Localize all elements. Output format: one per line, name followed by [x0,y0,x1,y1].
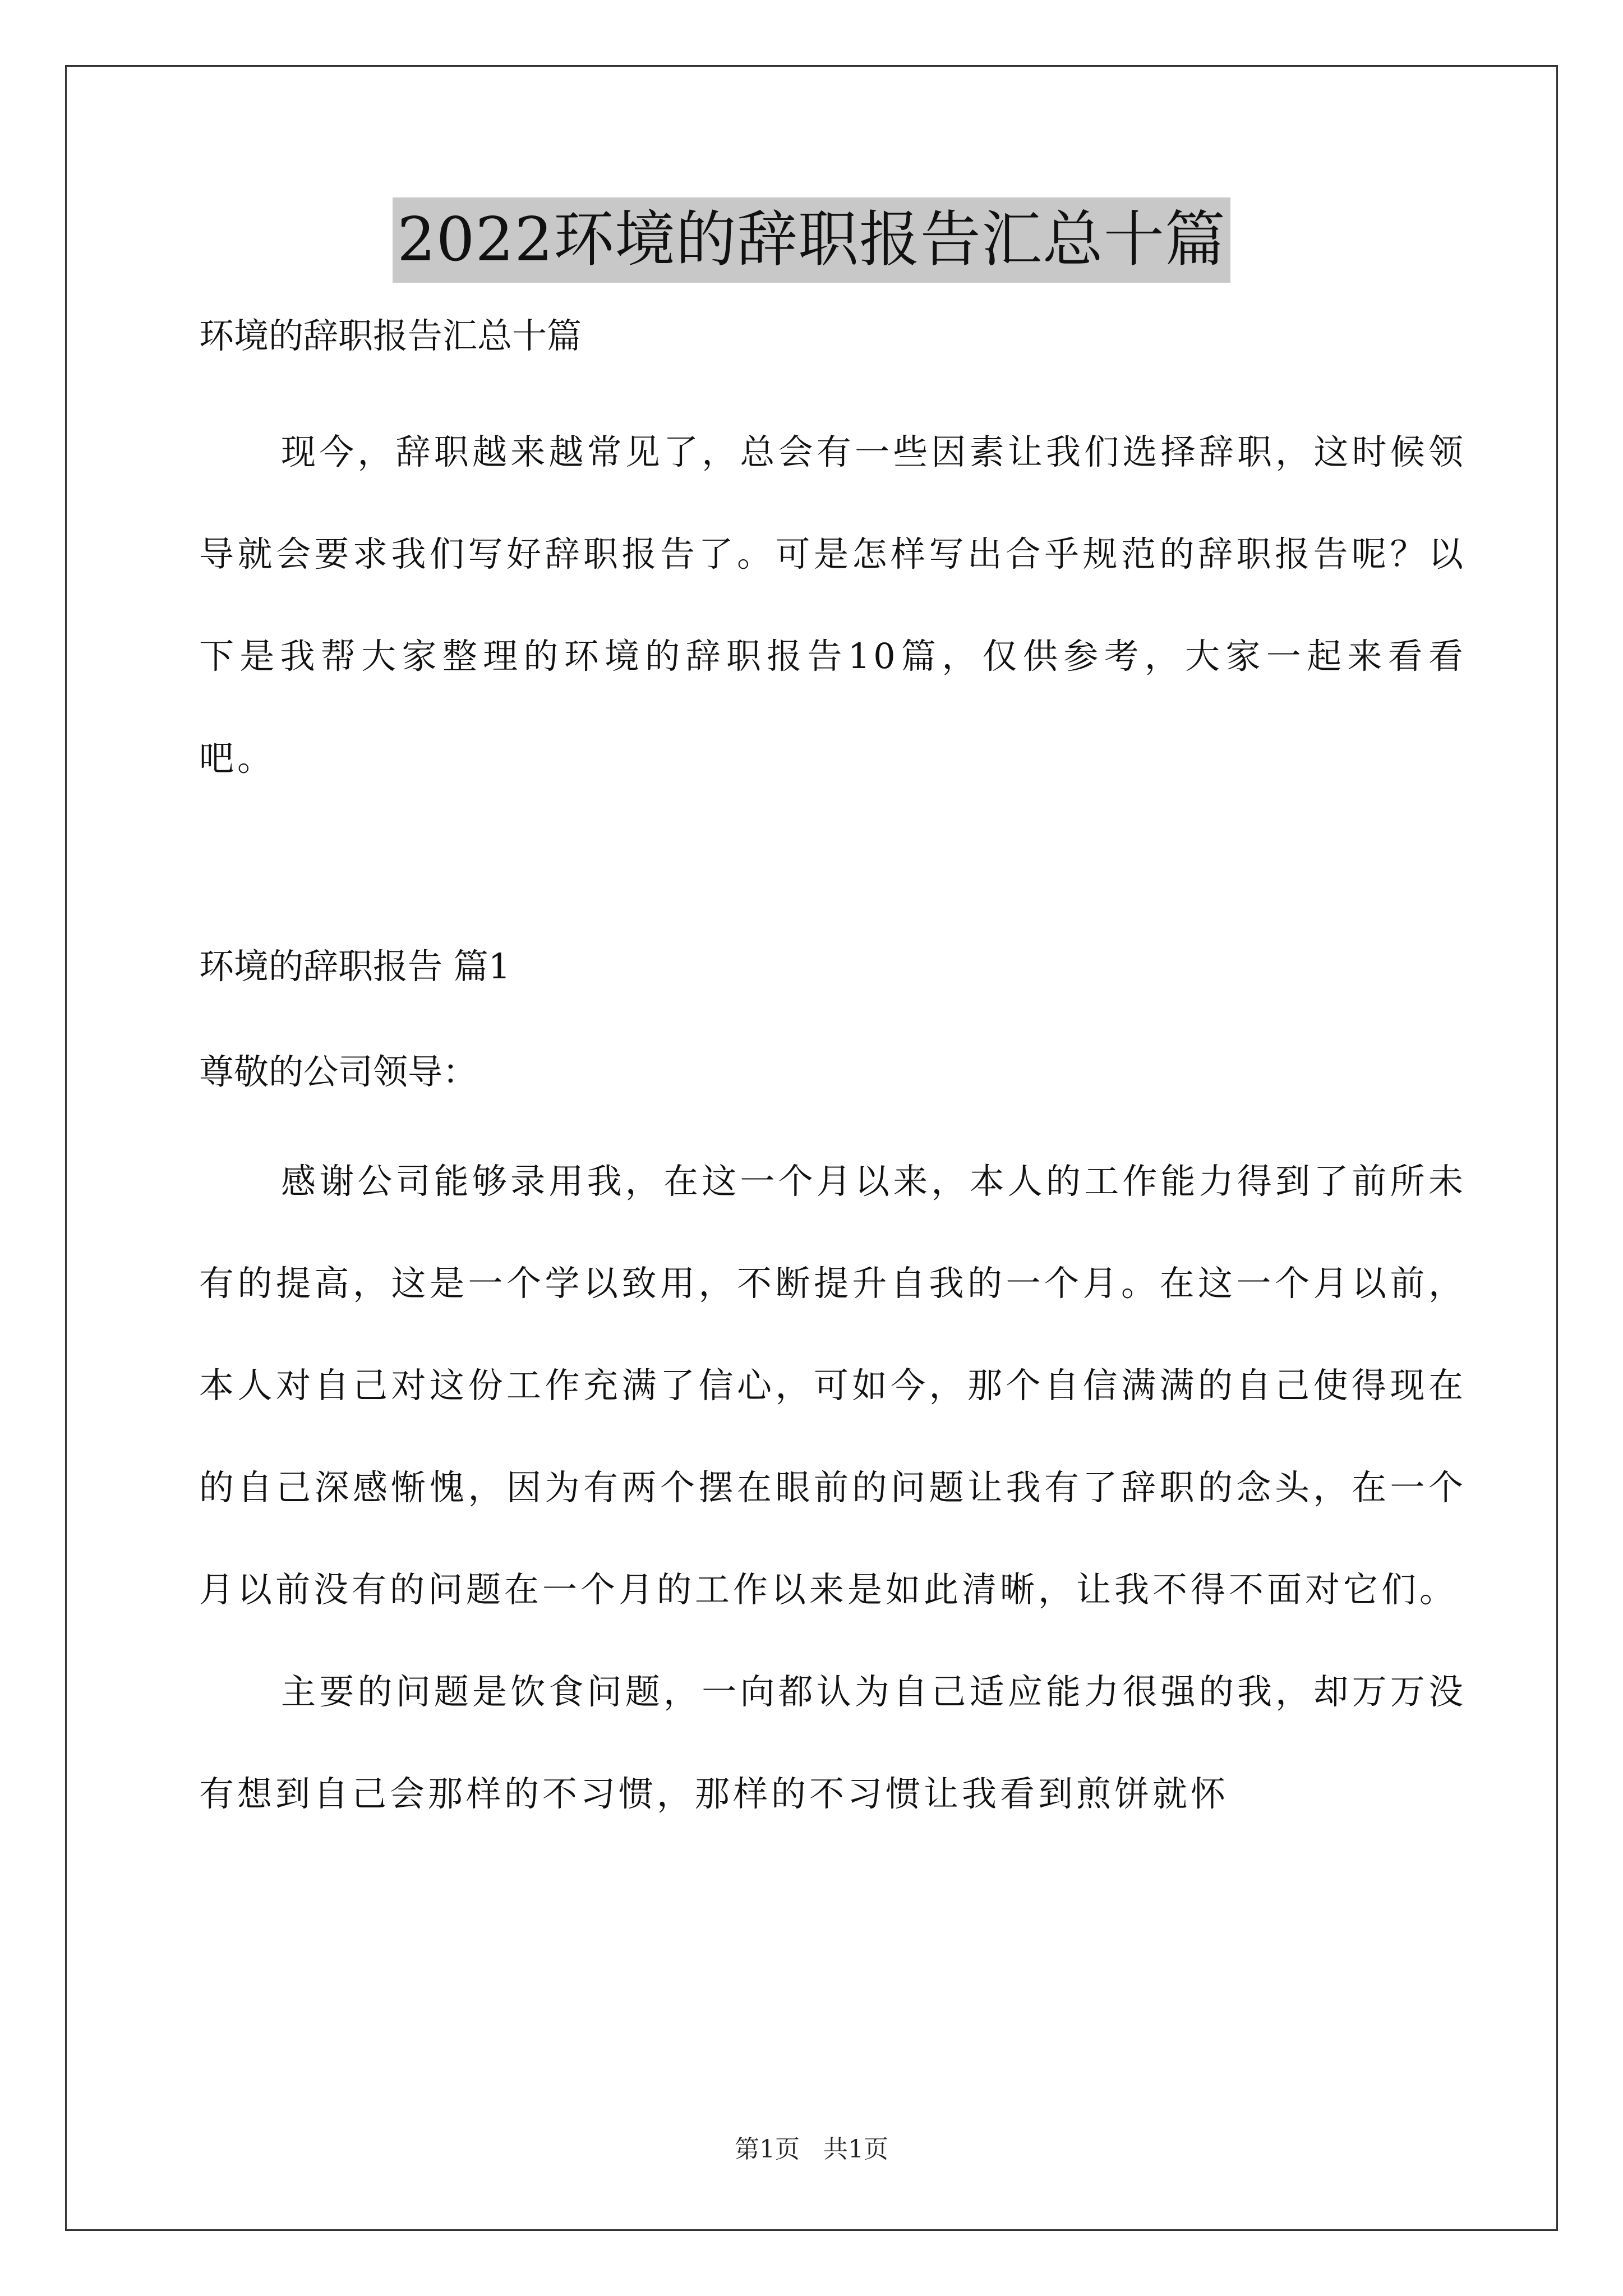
title-container [0,197,1623,283]
section-heading: 环境的辞职报告 篇1 [199,946,511,987]
document-body [199,306,1467,1845]
body-paragraph-2: 主要的问题是饮食问题，一向都认为自己适应能力很强的我，却万万没有想到自己会那样的不习惯，那样的不习惯让我看到煎饼就怀 [199,1671,1467,1814]
body-paragraph-1: 感谢公司能够录用我，在这一个月以来，本人的工作能力得到了前所未有的提高，这是一个学以致用，不断提升自我的一个月。在这一个月以前，本人对自己对这份工作充满了信心，可如今，那个自信满满的自己使得现在的自己深感惭愧，因为有两个摆在眼前的问题让我有了辞职的念头，在一个月以前没有的问题在一个月的工作以来是如此清晰，让我不得不面对它们。 [199,1161,1467,1610]
page-footer: 第1页 共1页 [735,2135,888,2164]
salutation: 尊敬的公司领导： [199,1051,478,1092]
intro-paragraph: 现今，辞职越来越常见了，总会有一些因素让我们选择辞职，这时候领导就会要求我们写好辞职报告了。可是怎样写出合乎规范的辞职报告呢？以下是我帮大家整理的环境的辞职报告10篇，仅供参考，大家一起来看看吧。 [199,431,1467,779]
document-title: 2022环境的辞职报告汇总十篇 [393,197,1230,283]
document-subtitle: 环境的辞职报告汇总十篇 [199,315,582,356]
